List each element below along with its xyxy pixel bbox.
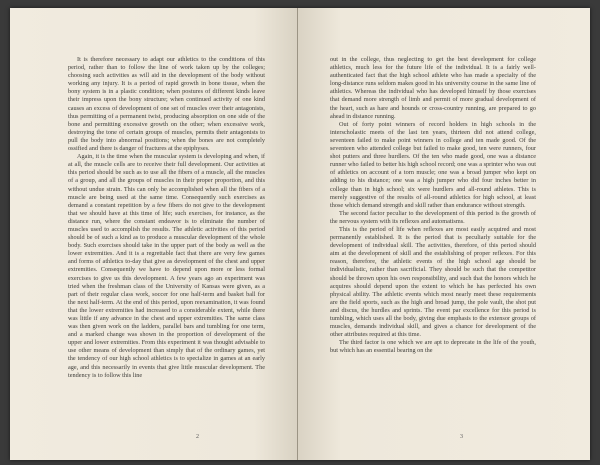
paragraph: Again, it is the time when the muscular system is developing and when, if at all, the muscle cells are to receive their full development. Our activities at this period should be such as to use all the fibers of a muscle, all the muscles of a group, and all the groups of muscles in their proper proportion, and this without undue strain. This can only be accomplished when all the fibers of a muscle are being used at the same time. Consequently such exercises as demand a constant repetition by a few fibers do not give to the development that we should have at this time of life; such exercises, for instance, as the distance run, where the constant endeavor is to eliminate the number of muscles used to accomplish the results. The athletic activities of this period should be of such a kind as to produce a muscular development of the whole body. Such exercises should take in the upper part of the body as well as the lower extremities. And it is a regrettable fact that there are very few games and forms of athletics to-day that give as development of the chest and upper extremities. Consequently we have to depend upon more or less formal exercises to give us this development. A few years ago an experiment was tried when the freshman class of the University of Kansas were given, as a part of their regular class work, soccer for one half-term and basket ball for the next half-term. At the end of this period, upon reexamination, it was found that the lower extremities had increased to a considerable extent, while there was little if any advance in the chest and upper extremities. The same class was then given work on the ladders, parallel bars and tumbling for one term, and a marked change was shown in the proportion of development of the upper and lower extremities. From this experiment it was thought advisable to use other means of development than simply that of the ordinary games, yet the tendency of our high school athletics is to specialize in games at an early age, and this necessarily in events that give little muscular development. The tendency is to follow this line: [68, 153, 265, 379]
paragraph: This is the period of life when reflexes are most easily acquired and most permanently established. It is the period that is peculiarly suitable for the development of individual skill. The activities, therefore, of this period should aim at the development of skill and the establishing of proper reflexes. For this reason, therefore, the athletic events of the high school age should be individualistic, rather than sacrificial. They should be such that the competitor should be thrown upon his own responsibility, and such that the honors which he acquires should depend upon the extent to which he has perfected his own physical ability. The athletic events which most nearly meet these requirements are the field sports, such as the high and broad jump, the pole vault, the shot put and discus, the hurdles and sprints. The event par excellence for this period is tumbling, which uses all the body, giving due emphasis to the extensor groups of muscles, demands individual skill, and gives a chance for development of the other attributes required at this time.: [330, 225, 536, 339]
paragraph: Out of forty point winners of record holders in high schools in the interscholastic meets of the last ten years, thirteen did not attend college, seventeen failed to make point winners in college and ten made good. Of the seventeen who attended college but failed to make good, ten were runners, four shot putters and three hurdlers. Of the ten who made good, one was a distance runner who failed to better his high school record; one was a sprinter who was out of athletics on account of a torn muscle; one was a broad jumper who kept on adding to his distance; one was a high jumper who did four inches better in college than in high school; six were hurdlers and all-round athletes. This is merely suggestive of the results of all-round athletics for high school, at least those which demand strength and skill rather than endurance without strength.: [330, 120, 536, 209]
left-page: [10, 8, 297, 460]
page-number: 2: [196, 434, 199, 440]
book-spread: [10, 8, 590, 460]
paragraph: out in the college, thus neglecting to get the best development for college athletics, much less for the future life of the individual. It is a fairly well-authenticated fact that the high school athlete who has made a specialty of the long-distance runs seldom makes good in his university course in the same line of athletics. Whereas the individual who has developed himself by those exercises that demand more strength of limb and permit of more gradual development of the heart, such as hare and hounds or cross-country running, are prepared to go ahead in distance running.: [330, 56, 536, 120]
left-page-text: [68, 56, 265, 403]
paragraph: It is therefore necessary to adapt our athletics to the conditions of this period, rather than to follow the line of work taken up by the colleges; choosing such activities as will aid in the development of the body without working any injury. It is a period of rapid growth in bone tissue, when the bony system is in a plastic condition; when postures of different kinds leave their impress upon the bony structure; when continued activity of one kind causes an excess of development of one set of muscles over their antagonists, thus permitting of a permanent twist, producing absorption on one side of the bone and permitting excessive growth on the other; when excessive work, destroying the tone of certain groups of muscles, permits their antagonists to pull the body into abnormal positions; when the bones are not completely ossified and there is danger of fractures at the epiphyses.: [68, 56, 265, 153]
book-gutter: [297, 8, 298, 460]
right-page-text: [330, 56, 536, 447]
paragraph: The second factor peculiar to the development of this period is the growth of the nervous system with its reflexes and automatisms.: [330, 209, 536, 225]
paragraph: The third factor is one which we are apt to deprecate in the life of the youth, but which has an essential bearing on the: [330, 339, 536, 355]
page-number: 3: [460, 434, 463, 440]
right-page: [297, 8, 590, 460]
